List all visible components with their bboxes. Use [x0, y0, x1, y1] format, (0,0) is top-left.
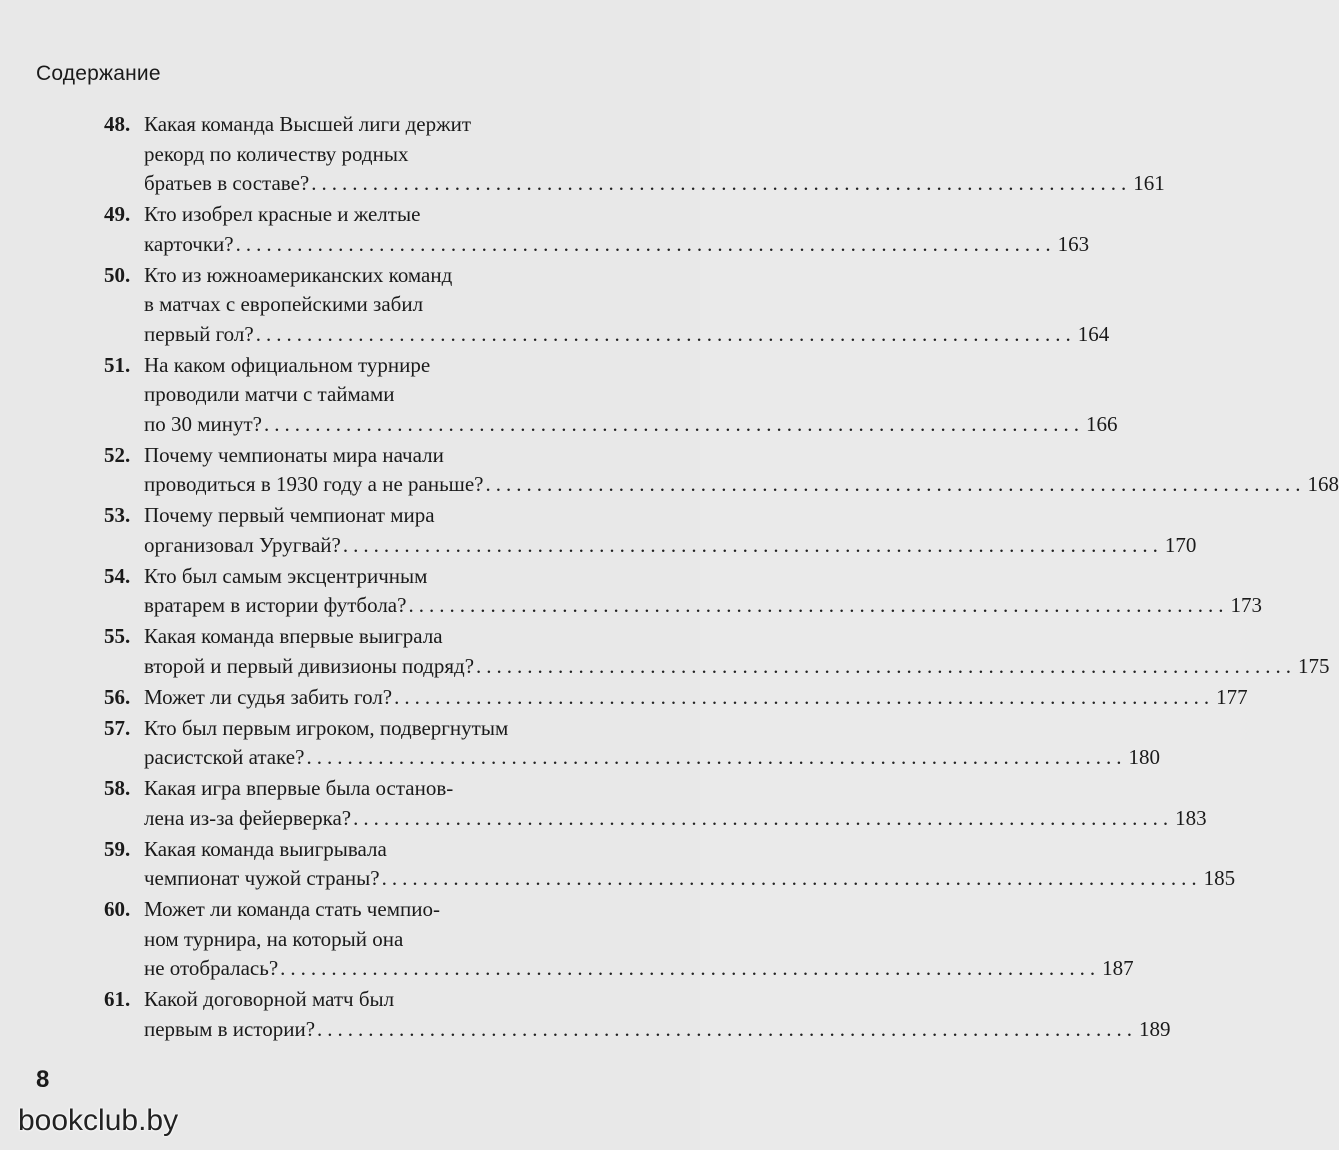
- toc-entry-number: 56.: [104, 684, 131, 709]
- toc-entry-title-line: Какая команда выигрывала: [144, 836, 387, 861]
- toc-entry-page: 164: [1077, 321, 1110, 346]
- toc-entry-number: 59.: [104, 836, 131, 861]
- toc-entry-page: 173: [1230, 593, 1262, 617]
- toc-entry-title-line: Кто из южноамериканских команд: [144, 262, 453, 287]
- toc-entry-title-line: по 30 минут?: [144, 411, 263, 436]
- leader-dots: ................................................................................: [408, 593, 1229, 617]
- toc-entry-title-line: ном турнира, на который она: [144, 926, 404, 951]
- toc-entry-title-line: Кто был самым эксцентричным: [144, 563, 428, 588]
- toc-entry: [104, 351, 1118, 440]
- toc-entry-title-line: первым в истории?: [144, 1016, 316, 1041]
- toc-entry-title-line: организовал Уругвай?: [144, 532, 341, 557]
- toc-entry-number: 49.: [104, 202, 131, 226]
- toc-entry-page: 170: [1164, 532, 1197, 557]
- toc-entry-number: 53.: [104, 503, 131, 527]
- toc-entry-page: 163: [1057, 231, 1090, 256]
- toc-entry: [104, 714, 1160, 773]
- toc-entry-number: 55.: [104, 624, 131, 648]
- toc-entry: [104, 835, 1236, 894]
- table-of-contents: [104, 110, 1339, 1046]
- toc-entry-title-line: братьев в составе?: [144, 171, 310, 195]
- toc-entry: [104, 441, 1339, 500]
- toc-entry-title-line: карточки?: [144, 231, 234, 256]
- toc-entry: [104, 501, 1197, 560]
- toc-entry: [104, 622, 1330, 681]
- toc-entry-title-line: Какая команда впервые выиграла: [144, 624, 443, 648]
- toc-entry-page: 189: [1139, 1016, 1171, 1041]
- toc-entry-title-line: Почему первый чемпионат мира: [144, 503, 435, 527]
- toc-entry-title-line: Почему чемпионаты мира начали: [144, 442, 444, 467]
- toc-entry-page: 166: [1086, 411, 1118, 436]
- leader-dots: ................................................................................: [342, 532, 1163, 557]
- toc-entry-number: 54.: [104, 563, 131, 588]
- leader-dots: ................................................................................: [317, 1016, 1138, 1041]
- leader-dots: ................................................................................: [394, 684, 1215, 709]
- toc-entry-title-line: расистской атаке?: [144, 745, 305, 769]
- leader-dots: ................................................................................: [353, 805, 1174, 830]
- toc-entry-number: 60.: [104, 897, 131, 921]
- toc-entry-title-line: Какая игра впервые была останов-: [144, 776, 454, 800]
- toc-entry-title-line: проводили матчи с таймами: [144, 382, 395, 406]
- toc-entry: [104, 200, 1090, 259]
- toc-entry: [104, 985, 1171, 1044]
- toc-entry-title-line: Кто был первым игроком, подвергнутым: [144, 715, 509, 740]
- toc-entry-title-line: второй и первый дивизионы подряд?: [144, 653, 475, 678]
- toc-entry-title-line: проводиться в 1930 году а не раньше?: [144, 472, 484, 496]
- leader-dots: ................................................................................: [476, 653, 1297, 678]
- running-title: Содержание: [36, 62, 161, 85]
- toc-entry-title-line: рекорд по количеству родных: [144, 141, 409, 166]
- toc-entry-number: 52.: [104, 442, 131, 467]
- toc-entry-page: 168: [1307, 472, 1339, 496]
- toc-entry-page: 180: [1128, 745, 1160, 769]
- toc-entry-number: 57.: [104, 715, 131, 740]
- toc-entry-page: 183: [1175, 805, 1207, 830]
- toc-entry-title-line: лена из-за фейерверка?: [144, 805, 352, 830]
- toc-entry-title-line: первый гол?: [144, 321, 254, 346]
- toc-entry-page: 161: [1133, 171, 1165, 195]
- toc-entry: [104, 683, 1248, 713]
- leader-dots: ................................................................................: [306, 745, 1127, 769]
- toc-entry-number: 50.: [104, 262, 131, 287]
- toc-entry-number: 51.: [104, 352, 131, 377]
- toc-entry-title-line: Какая команда Высшей лиги держит: [144, 112, 472, 136]
- toc-entry: [104, 110, 1165, 199]
- toc-entry: [104, 774, 1207, 833]
- toc-entry-page: 187: [1102, 956, 1134, 980]
- toc-entry-title-line: не отобралась?: [144, 956, 279, 980]
- leader-dots: ................................................................................: [280, 956, 1101, 980]
- toc-entry-title-line: Какой договорной матч был: [144, 987, 395, 1011]
- toc-entry-page: 185: [1203, 866, 1236, 890]
- toc-entry: [104, 895, 1134, 984]
- toc-entry-number: 58.: [104, 776, 131, 800]
- leader-dots: ................................................................................: [485, 472, 1306, 496]
- toc-entry-number: 48.: [104, 112, 131, 136]
- toc-entry: [104, 562, 1262, 621]
- toc-entry-title-line: в матчах с европейскими забил: [144, 292, 424, 316]
- leader-dots: ................................................................................: [235, 231, 1056, 256]
- toc-entry-title-line: Кто изобрел красные и желтые: [144, 202, 421, 226]
- leader-dots: ................................................................................: [311, 171, 1132, 195]
- toc-entry: [104, 261, 1110, 350]
- toc-entry-title-line: Может ли команда стать чемпио-: [144, 897, 440, 921]
- watermark: bookclub.by: [18, 1104, 179, 1137]
- toc-entry-number: 61.: [104, 987, 131, 1011]
- toc-entry-title-line: Может ли судья забить гол?: [144, 684, 393, 709]
- page-number: 8: [36, 1066, 50, 1093]
- toc-entry-title-line: вратарем в истории футбола?: [144, 593, 407, 617]
- toc-entry-title-line: чемпионат чужой страны?: [144, 866, 380, 890]
- leader-dots: ................................................................................: [381, 866, 1202, 890]
- leader-dots: ................................................................................: [255, 321, 1076, 346]
- toc-entry-page: 177: [1216, 684, 1248, 709]
- leader-dots: ................................................................................: [264, 411, 1085, 436]
- toc-entry-title-line: На каком официальном турнире: [144, 352, 431, 377]
- toc-entry-page: 175: [1298, 653, 1330, 678]
